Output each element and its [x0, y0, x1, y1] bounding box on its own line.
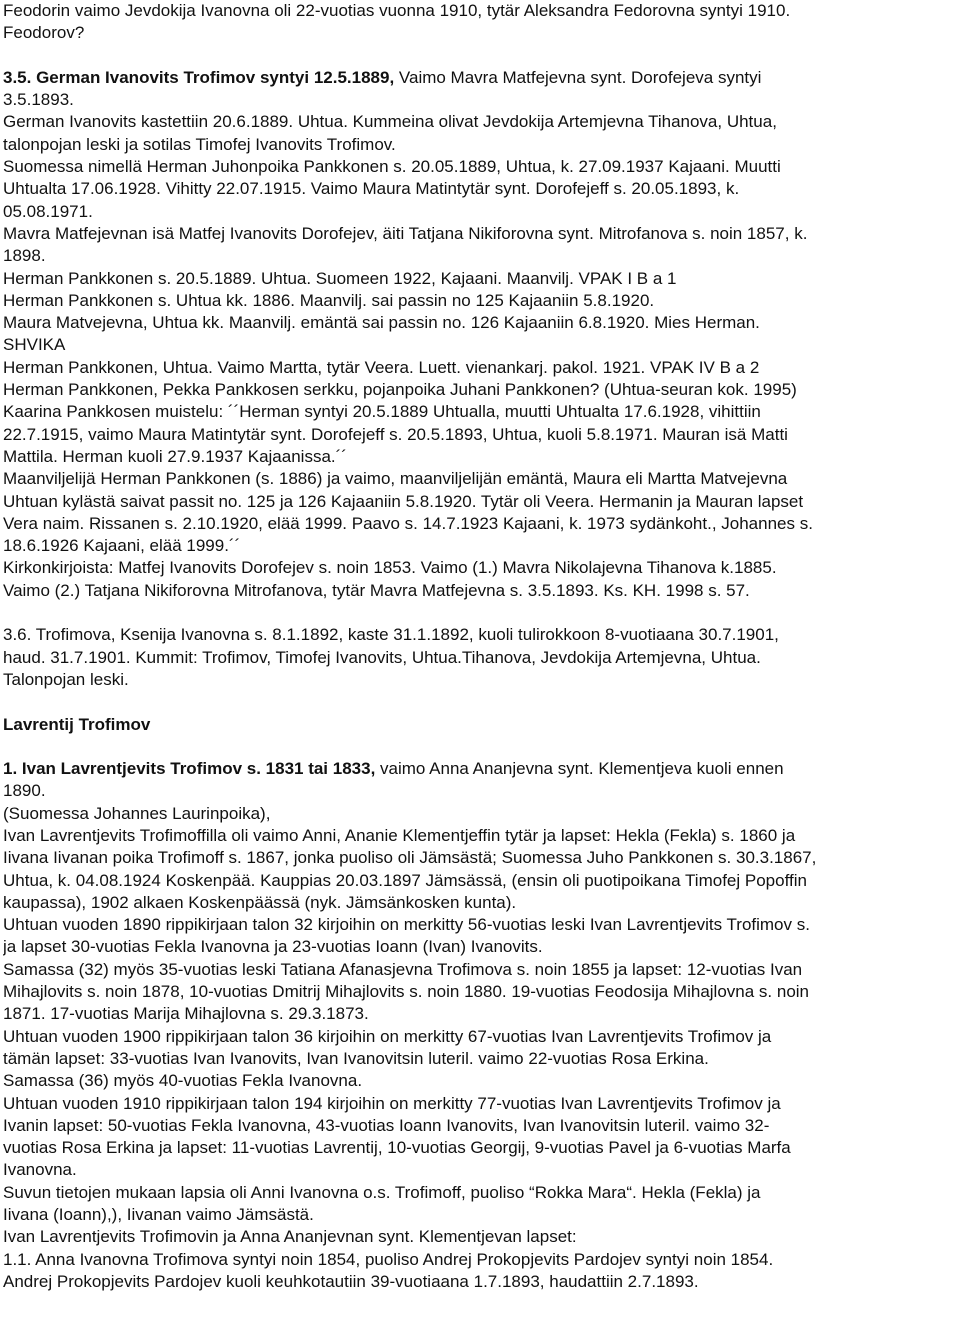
text-line: 22.7.1915, vaimo Maura Matintytär synt. Dorofejeff s. 20.5.1893, Uhtua, kuoli 5.8.1971. Mauran isä Matti: [3, 424, 788, 444]
text-line: haud. 31.7.1901. Kummit: Trofimov, Timofej Ivanovits, Uhtua.Tihanova, Jevdokija Artemjevna, Uhtua.: [3, 647, 761, 667]
text-line: (Suomessa Johannes Laurinpoika),: [3, 803, 271, 823]
text-line: Iivana (Ioann),), Iivanan vaimo Jämsästä.: [3, 1205, 314, 1225]
text-line: 1871. 17-vuotias Marija Mihajlovna s. 29.3.1873.: [3, 1004, 369, 1024]
text-line: Uhtuan vuoden 1900 rippikirjaan talon 36 kirjoihin on merkitty 67-vuotias Ivan Lavrentjevits Trofimov ja: [3, 1026, 772, 1046]
text-line: Uhtuan vuoden 1890 rippikirjaan talon 32 kirjoihin on merkitty 56-vuotias leski Ivan Lavrentjevits Trofimov s.: [3, 915, 810, 935]
text-line: [3, 758, 960, 780]
text-line: tämän lapset: 33-vuotias Ivan Ivanovits, Ivan Ivanovitsin luteril. vaimo 22-vuotias Rosa Erkina.: [3, 1048, 709, 1068]
text-line: Feodorin vaimo Jevdokija Ivanovna oli 22-vuotias vuonna 1910, tytär Aleksandra Fedorovna syntyi 1910.: [3, 1, 791, 20]
text-line: Mattila. Herman kuoli 27.9.1937 Kajaanissa.´´: [3, 446, 347, 466]
text-line: 1898.: [3, 246, 46, 266]
paragraph: [3, 714, 960, 736]
text-line: German Ivanovits kastettiin 20.6.1889. Uhtua. Kummeina olivat Jevdokija Artemjevna Tihanova, Uhtua,: [3, 112, 777, 132]
text-line: 1890.: [3, 781, 46, 801]
text-line: Talonpojan leski.: [3, 669, 129, 689]
text-line: Iivana Iivanan poika Trofimoff s. 1867, jonka puoliso oli Jämsästä; Suomessa Juho Pankkonen s. 30.3.1867,: [3, 848, 817, 868]
text-line: talonpojan leski ja sotilas Timofej Ivanovits Trofimov.: [3, 134, 396, 154]
paragraph-gap: [3, 602, 960, 624]
text-line: Samassa (32) myös 35-vuotias leski Tatiana Afanasjevna Trofimova s. noin 1855 ja lapset: 12-vuotias Ivan: [3, 959, 803, 979]
paragraph: [3, 758, 960, 1293]
text-line: Suvun tietojen mukaan lapsia oli Anni Ivanovna o.s. Trofimoff, puoliso “Rokka Mara“. Hekla (Fekla) ja: [3, 1182, 761, 1202]
text-run: vaimo Anna Ananjevna synt. Klementjeva kuoli ennen: [375, 759, 784, 779]
text-line: [3, 67, 960, 89]
text-line: 3.6. Trofimova, Ksenija Ivanovna s. 8.1.1892, kaste 31.1.1892, kuoli tulirokkoon 8-vuotiaana 30.7.1901,: [3, 625, 779, 645]
text-line: ja lapset 30-vuotias Fekla Ivanovna ja 23-vuotias Ioann (Ivan) Ivanovits.: [3, 937, 543, 957]
text-line: Herman Pankkonen s. 20.5.1889. Uhtua. Suomeen 1922, Kajaani. Maanvilj. VPAK I B a 1: [3, 268, 677, 288]
text-line: 3.5.1893.: [3, 90, 74, 110]
paragraph-gap: [3, 736, 960, 758]
text-line: Maanviljelijä Herman Pankkonen (s. 1886) ja vaimo, maanviljelijän emäntä, Maura eli Martta Matvejevna: [3, 469, 788, 489]
text-run: Vaimo Mavra Matfejevna synt. Dorofejeva syntyi: [394, 67, 762, 87]
text-line: Suomessa nimellä Herman Juhonpoika Pankkonen s. 20.05.1889, Uhtua, k. 27.09.1937 Kajaani. Muutti: [3, 157, 781, 177]
paragraph: [3, 67, 960, 602]
text-line: 05.08.1971.: [3, 201, 93, 221]
paragraph: [3, 624, 960, 691]
text-line: Vaimo (2.) Tatjana Nikiforovna Mitrofanova, tytär Mavra Matfejevna s. 3.5.1893. Ks. KH. 1998 s. 57.: [3, 580, 750, 600]
text-line: Maura Matvejevna, Uhtua kk. Maanvilj. emäntä sai passin no. 126 Kajaaniin 6.8.1920. Mies Herman.: [3, 313, 760, 333]
text-line: Uhtuan vuoden 1910 rippikirjaan talon 194 kirjoihin on merkitty 77-vuotias Ivan Lavrentjevits Trofimov ja: [3, 1093, 781, 1113]
text-line: 18.6.1926 Kajaani, elää 1999.´´: [3, 536, 241, 556]
text-line: Mihajlovits s. noin 1878, 10-vuotias Dmitrij Mihajlovits s. noin 1880. 19-vuotias Feodosija Mihajlovna s. noin: [3, 982, 810, 1002]
text-line: Feodorov?: [3, 23, 85, 43]
text-line: Vera naim. Rissanen s. 2.10.1920, elää 1999. Paavo s. 14.7.1923 Kajaani, k. 1973 sydänkoht., Johannes s.: [3, 513, 813, 533]
text-line: Andrej Prokopjevits Pardojev kuoli keuhkotautiin 39-vuotiaana 1.7.1893, haudattiin 2.7.1893.: [3, 1271, 699, 1291]
text-line: [3, 714, 960, 736]
text-line: Herman Pankkonen, Pekka Pankkosen serkku, pojanpoika Juhani Pankkonen? (Uhtua-seuran kok. 1995): [3, 380, 797, 400]
text-line: Samassa (36) myös 40-vuotias Fekla Ivanovna.: [3, 1071, 363, 1091]
text-line: vuotias Rosa Erkina ja lapset: 11-vuotias Lavrentij, 10-vuotias Georgij, 9-vuotias Pavel ja 6-vuotias Marfa: [3, 1138, 791, 1158]
bold-heading-text: 1. Ivan Lavrentjevits Trofimov s. 1831 tai 1833,: [3, 759, 376, 779]
text-line: Herman Pankkonen, Uhtua. Vaimo Martta, tytär Veera. Luett. vienankarj. pakol. 1921. VPAK IV B a 2: [3, 357, 760, 377]
paragraph-gap: [3, 45, 960, 67]
text-line: Ivanin lapset: 50-vuotias Fekla Ivanovna, 43-vuotias Ioann Ivanovits, Ivan Ivanovitsin luteril. vaimo 32-: [3, 1115, 770, 1135]
text-line: SHVIKA: [3, 335, 66, 355]
text-line: Kaarina Pankkosen muistelu: ´´Herman syntyi 20.5.1889 Uhtualla, muutti Uhtualta 17.6.1928, vihittiin: [3, 402, 761, 422]
bold-heading-text: Lavrentij Trofimov: [3, 714, 151, 734]
paragraph: [3, 0, 960, 45]
text-line: Uhtualta 17.06.1928. Vihitty 22.07.1915. Vaimo Maura Matintytär synt. Dorofejeff s. 20.05.1893, k.: [3, 179, 740, 199]
text-line: Ivan Lavrentjevits Trofimovin ja Anna Ananjevnan synt. Klementjevan lapset:: [3, 1227, 577, 1247]
bold-heading-text: 3.5. German Ivanovits Trofimov syntyi 12.5.1889,: [3, 67, 395, 87]
text-line: kaupassa), 1902 alkaen Koskenpäässä (nyk. Jämsänkosken kunta).: [3, 892, 517, 912]
text-line: Uhtua, k. 04.08.1924 Koskenpää. Kauppias 20.03.1897 Jämsässä, (ensin oli puotipoikana Timofej Popoffin: [3, 870, 807, 890]
text-line: Mavra Matfejevnan isä Matfej Ivanovits Dorofejev, äiti Tatjana Nikiforovna synt. Mitrofanova s. noin 1857, k.: [3, 223, 808, 243]
text-line: Herman Pankkonen s. Uhtua kk. 1886. Maanvilj. sai passin no 125 Kajaaniin 5.8.1920.: [3, 290, 655, 310]
text-line: Ivan Lavrentjevits Trofimoffilla oli vaimo Anni, Ananie Klementjeffin tytär ja lapset: Hekla (Fekla) s. 1860 ja: [3, 825, 796, 845]
text-line: 1.1. Anna Ivanovna Trofimova syntyi noin 1854, puoliso Andrej Prokopjevits Pardojev syntyi noin 1854.: [3, 1249, 774, 1269]
paragraph-gap: [3, 691, 960, 713]
text-line: Uhtuan kylästä saivat passit no. 125 ja 126 Kajaaniin 5.8.1920. Tytär oli Veera. Hermanin ja Mauran lapset: [3, 491, 804, 511]
text-line: Kirkonkirjoista: Matfej Ivanovits Dorofejev s. noin 1853. Vaimo (1.) Mavra Nikolajevna Tihanova k.1885.: [3, 558, 777, 578]
text-line: Ivanovna.: [3, 1160, 77, 1180]
